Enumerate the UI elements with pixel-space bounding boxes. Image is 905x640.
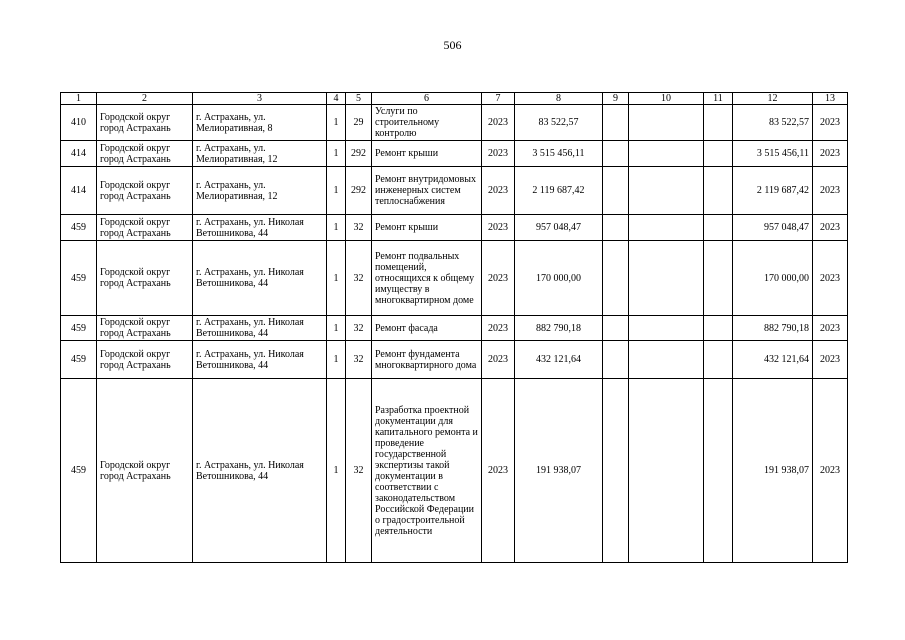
- cell-address: г. Астрахань, ул. Мелиоративная, 12: [193, 167, 327, 215]
- cell-municipality: Городской округ город Астрахань: [97, 141, 193, 167]
- cell-total: 2 119 687,42: [733, 167, 813, 215]
- header-row: [61, 93, 848, 105]
- column-header: 2: [97, 93, 193, 105]
- cell-cost: 432 121,64: [515, 341, 603, 379]
- cell-cost: 3 515 456,11: [515, 141, 603, 167]
- cell-col4: 1: [327, 341, 346, 379]
- cell-col5: 32: [346, 241, 372, 316]
- cell-col10: [629, 105, 704, 141]
- cell-col9: [603, 241, 629, 316]
- cell-municipality: Городской округ город Астрахань: [97, 215, 193, 241]
- cell-year: 2023: [482, 241, 515, 316]
- cell-cost: 882 790,18: [515, 316, 603, 341]
- cell-cost: 83 522,57: [515, 105, 603, 141]
- column-header: 7: [482, 93, 515, 105]
- cell-year: 2023: [482, 167, 515, 215]
- cell-col11: [704, 241, 733, 316]
- column-header: 5: [346, 93, 372, 105]
- cell-col4: 1: [327, 105, 346, 141]
- cell-address: г. Астрахань, ул. Николая Ветошникова, 44: [193, 215, 327, 241]
- column-header: 13: [813, 93, 848, 105]
- cell-year-end: 2023: [813, 215, 848, 241]
- cell-work-type: Услуги по строительному контролю: [372, 105, 482, 141]
- cell-col4: 1: [327, 379, 346, 563]
- table-row: [61, 105, 848, 141]
- column-header: 8: [515, 93, 603, 105]
- cell-year-end: 2023: [813, 167, 848, 215]
- cell-municipality: Городской округ город Астрахань: [97, 241, 193, 316]
- table-row: [61, 141, 848, 167]
- cell-col11: [704, 167, 733, 215]
- cell-total: 882 790,18: [733, 316, 813, 341]
- cell-col11: [704, 141, 733, 167]
- column-header: 10: [629, 93, 704, 105]
- cell-cost: 170 000,00: [515, 241, 603, 316]
- column-header: 12: [733, 93, 813, 105]
- cell-col9: [603, 105, 629, 141]
- cell-col4: 1: [327, 241, 346, 316]
- cell-col5: 29: [346, 105, 372, 141]
- column-header: 4: [327, 93, 346, 105]
- table-row: [61, 167, 848, 215]
- cell-year-end: 2023: [813, 241, 848, 316]
- cell-address: г. Астрахань, ул. Мелиоративная, 8: [193, 105, 327, 141]
- cell-work-type: Ремонт крыши: [372, 141, 482, 167]
- cell-work-type: Ремонт внутридомовых инженерных систем теплоснабжения: [372, 167, 482, 215]
- cell-col9: [603, 215, 629, 241]
- cell-col5: 292: [346, 141, 372, 167]
- cell-address: г. Астрахань, ул. Николая Ветошникова, 44: [193, 379, 327, 563]
- cell-municipality: Городской округ город Астрахань: [97, 316, 193, 341]
- cell-year: 2023: [482, 141, 515, 167]
- cell-cost: 957 048,47: [515, 215, 603, 241]
- cell-col10: [629, 167, 704, 215]
- column-header: 3: [193, 93, 327, 105]
- register-table: [60, 92, 848, 563]
- cell-year-end: 2023: [813, 379, 848, 563]
- cell-year-end: 2023: [813, 141, 848, 167]
- column-header: 6: [372, 93, 482, 105]
- column-header: 1: [61, 93, 97, 105]
- cell-municipality: Городской округ город Астрахань: [97, 167, 193, 215]
- cell-total: 957 048,47: [733, 215, 813, 241]
- cell-year-end: 2023: [813, 341, 848, 379]
- cell-number: 410: [61, 105, 97, 141]
- cell-cost: 2 119 687,42: [515, 167, 603, 215]
- cell-number: 414: [61, 141, 97, 167]
- cell-address: г. Астрахань, ул. Мелиоративная, 12: [193, 141, 327, 167]
- cell-work-type: Ремонт фасада: [372, 316, 482, 341]
- cell-col11: [704, 105, 733, 141]
- cell-col10: [629, 316, 704, 341]
- cell-total: 432 121,64: [733, 341, 813, 379]
- cell-work-type: Разработка проектной документации для капитального ремонта и проведение государственной экспертизы такой документации в соответствии с законодательством Российской Федерации о градостроительной деятельности: [372, 379, 482, 563]
- table-row: [61, 379, 848, 563]
- cell-number: 414: [61, 167, 97, 215]
- cell-col5: 32: [346, 341, 372, 379]
- cell-total: 170 000,00: [733, 241, 813, 316]
- cell-col10: [629, 241, 704, 316]
- cell-col5: 32: [346, 215, 372, 241]
- cell-year: 2023: [482, 105, 515, 141]
- cell-col10: [629, 141, 704, 167]
- cell-address: г. Астрахань, ул. Николая Ветошникова, 44: [193, 341, 327, 379]
- cell-year: 2023: [482, 379, 515, 563]
- cell-number: 459: [61, 215, 97, 241]
- cell-col9: [603, 167, 629, 215]
- cell-year-end: 2023: [813, 105, 848, 141]
- cell-col4: 1: [327, 316, 346, 341]
- cell-address: г. Астрахань, ул. Николая Ветошникова, 44: [193, 316, 327, 341]
- cell-col9: [603, 341, 629, 379]
- cell-year: 2023: [482, 316, 515, 341]
- cell-col5: 32: [346, 379, 372, 563]
- cell-number: 459: [61, 316, 97, 341]
- page-number: 506: [443, 38, 462, 52]
- cell-col5: 32: [346, 316, 372, 341]
- cell-address: г. Астрахань, ул. Николая Ветошникова, 44: [193, 241, 327, 316]
- cell-cost: 191 938,07: [515, 379, 603, 563]
- cell-work-type: Ремонт подвальных помещений, относящихся к общему имуществу в многоквартирном доме: [372, 241, 482, 316]
- cell-municipality: Городской округ город Астрахань: [97, 341, 193, 379]
- cell-col4: 1: [327, 215, 346, 241]
- cell-number: 459: [61, 241, 97, 316]
- table-row: [61, 316, 848, 341]
- table-row: [61, 241, 848, 316]
- cell-number: 459: [61, 379, 97, 563]
- cell-total: 191 938,07: [733, 379, 813, 563]
- cell-total: 83 522,57: [733, 105, 813, 141]
- cell-work-type: Ремонт фундамента многоквартирного дома: [372, 341, 482, 379]
- cell-col11: [704, 215, 733, 241]
- cell-col9: [603, 316, 629, 341]
- cell-col4: 1: [327, 167, 346, 215]
- cell-municipality: Городской округ город Астрахань: [97, 379, 193, 563]
- cell-col10: [629, 341, 704, 379]
- cell-year: 2023: [482, 341, 515, 379]
- column-header: 11: [704, 93, 733, 105]
- cell-col4: 1: [327, 141, 346, 167]
- table-row: [61, 341, 848, 379]
- cell-col11: [704, 341, 733, 379]
- cell-col11: [704, 316, 733, 341]
- cell-municipality: Городской округ город Астрахань: [97, 105, 193, 141]
- cell-col11: [704, 379, 733, 563]
- cell-work-type: Ремонт крыши: [372, 215, 482, 241]
- cell-total: 3 515 456,11: [733, 141, 813, 167]
- cell-col9: [603, 141, 629, 167]
- cell-col5: 292: [346, 167, 372, 215]
- column-header: 9: [603, 93, 629, 105]
- cell-col9: [603, 379, 629, 563]
- cell-col10: [629, 215, 704, 241]
- cell-year-end: 2023: [813, 316, 848, 341]
- table-row: [61, 215, 848, 241]
- cell-year: 2023: [482, 215, 515, 241]
- cell-col10: [629, 379, 704, 563]
- cell-number: 459: [61, 341, 97, 379]
